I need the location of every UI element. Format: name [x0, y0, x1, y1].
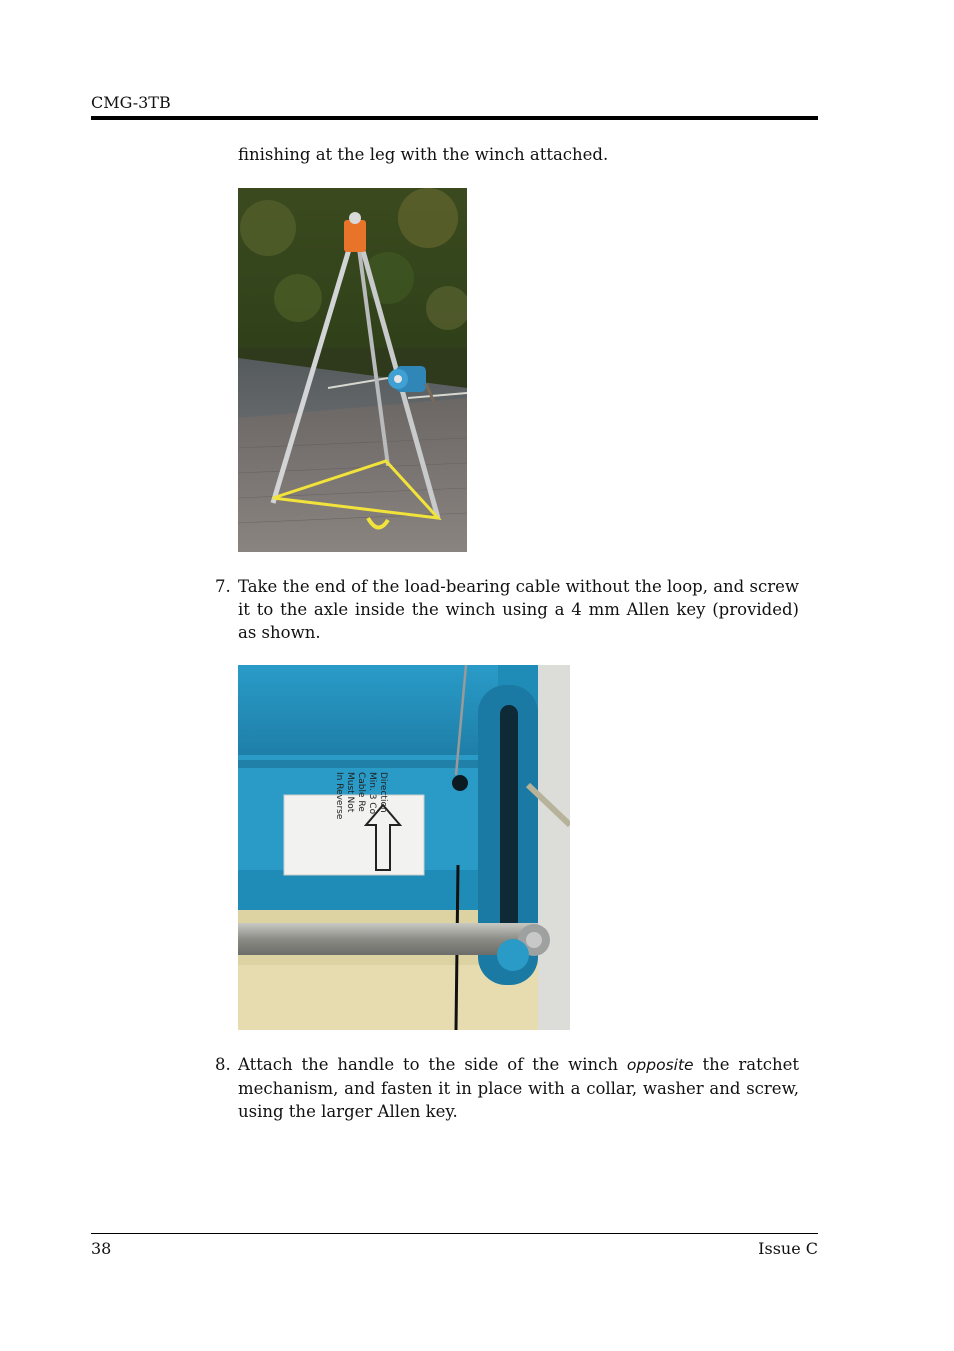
winch-label-line: Must Not — [345, 772, 355, 813]
running-header-title: CMG-3TB — [91, 93, 171, 112]
intro-paragraph: finishing at the leg with the winch attached. — [238, 145, 609, 164]
winch-closeup-photo — [238, 665, 570, 1030]
step8-text-before: Attach the handle to the side of the winch — [238, 1055, 627, 1074]
list-item-number: 7. — [215, 577, 231, 596]
footer-rule — [91, 1233, 818, 1234]
page-number: 38 — [91, 1239, 112, 1258]
header-rule — [91, 116, 818, 120]
winch-label-line: Direction — [378, 772, 388, 813]
step8-emphasis: opposite — [626, 1056, 694, 1074]
step8-text-after: the ratchet mechanism, and fasten it in place with a collar, washer and screw, using the larger Allen key. — [238, 1055, 799, 1121]
winch-label-line: Min. 3 Co — [367, 772, 377, 815]
list-item-number: 8. — [215, 1055, 231, 1074]
tripod-photo — [238, 188, 467, 552]
winch-label-line: Cable Re — [356, 772, 366, 812]
list-item-text — [238, 1053, 799, 1123]
list-item-text: Take the end of the load-bearing cable without the loop, and screw it to the axle inside the winch using a 4 mm Allen key (provided) as shown. — [238, 577, 799, 642]
winch-label-text — [318, 772, 388, 900]
winch-label-line: In Reverse — [334, 772, 344, 820]
issue-label: Issue C — [758, 1239, 818, 1258]
